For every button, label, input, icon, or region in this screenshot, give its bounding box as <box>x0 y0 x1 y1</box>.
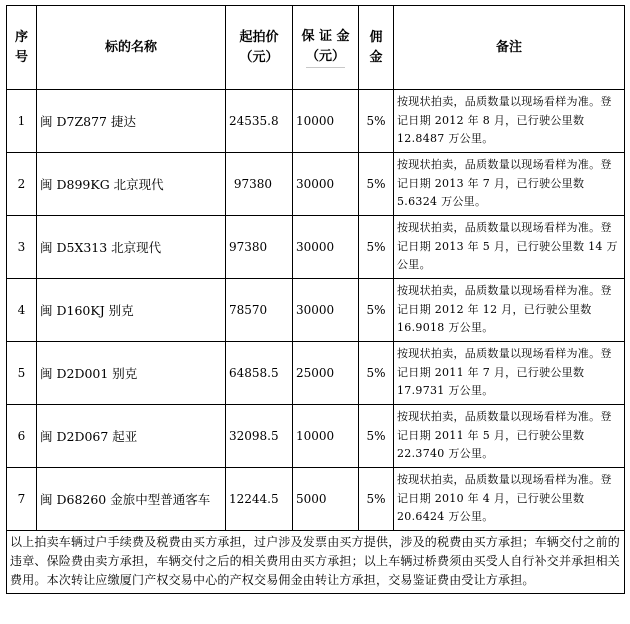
table-row <box>7 216 625 279</box>
footer-row <box>7 531 625 594</box>
cell-price: 97380 <box>226 153 293 216</box>
cell-price: 32098.5 <box>226 405 293 468</box>
footer-note: 以上拍卖车辆过户手续费及税费由买方承担，过户涉及发票由买方提供，涉及的税费由买方承担；车辆交付之前的违章、保险费由卖方承担，车辆交付之后的相关费用由买方承担；以上车辆过桥费须由买受人自行补交并承担相关费用。本次转让应缴厦门产权交易中心的产权交易佣金由转让方承担，交易鉴证费由受让方承担。 <box>7 531 625 594</box>
cell-name: 闽 D68260 金旅中型普通客车 <box>37 468 226 531</box>
header-deposit: 保 证 金 （元） <box>293 6 359 90</box>
cell-deposit: 10000 <box>293 405 359 468</box>
cell-note: 按现状拍卖，品质数量以现场看样为准。登记日期 2013 年 7 月，已行驶公里数 5.6324 万公里。 <box>394 153 625 216</box>
cell-name: 闽 D160KJ 别克 <box>37 279 226 342</box>
cell-deposit: 30000 <box>293 216 359 279</box>
cell-note: 按现状拍卖，品质数量以现场看样为准。登记日期 2013 年 5 月，已行驶公里数 14 万公里。 <box>394 216 625 279</box>
cell-seq: 6 <box>7 405 37 468</box>
table-row <box>7 405 625 468</box>
cell-commission: 5% <box>359 468 394 531</box>
cropped-text-line <box>6 614 624 624</box>
header-commission: 佣 金 <box>359 6 394 90</box>
cell-commission: 5% <box>359 216 394 279</box>
cell-deposit: 10000 <box>293 90 359 153</box>
cell-commission: 5% <box>359 153 394 216</box>
cell-deposit: 5000 <box>293 468 359 531</box>
table-row <box>7 153 625 216</box>
cell-deposit: 30000 <box>293 153 359 216</box>
header-note: 备注 <box>394 6 625 90</box>
cell-note: 按现状拍卖，品质数量以现场看样为准。登记日期 2012 年 12 月，已行驶公里数 16.9018 万公里。 <box>394 279 625 342</box>
cell-commission: 5% <box>359 405 394 468</box>
cell-name: 闽 D2D001 别克 <box>37 342 226 405</box>
cell-price: 24535.8 <box>226 90 293 153</box>
table-row <box>7 90 625 153</box>
table-row <box>7 279 625 342</box>
header-price: 起拍价 （元） <box>226 6 293 90</box>
cell-name: 闽 D899KG 北京现代 <box>37 153 226 216</box>
cell-seq: 7 <box>7 468 37 531</box>
cell-name: 闽 D2D067 起亚 <box>37 405 226 468</box>
table-row <box>7 468 625 531</box>
header-seq: 序 号 <box>7 6 37 90</box>
cell-deposit: 30000 <box>293 279 359 342</box>
cell-commission: 5% <box>359 279 394 342</box>
cell-note: 按现状拍卖，品质数量以现场看样为准。登记日期 2011 年 7 月，已行驶公里数 17.9731 万公里。 <box>394 342 625 405</box>
cell-note: 按现状拍卖，品质数量以现场看样为准。登记日期 2010 年 4 月，已行驶公里数 20.6424 万公里。 <box>394 468 625 531</box>
cell-price: 78570 <box>226 279 293 342</box>
cell-commission: 5% <box>359 90 394 153</box>
cell-seq: 4 <box>7 279 37 342</box>
cell-price: 64858.5 <box>226 342 293 405</box>
cell-seq: 3 <box>7 216 37 279</box>
cell-name: 闽 D7Z877 捷达 <box>37 90 226 153</box>
cell-name: 闽 D5X313 北京现代 <box>37 216 226 279</box>
cell-seq: 5 <box>7 342 37 405</box>
cell-seq: 1 <box>7 90 37 153</box>
cell-note: 按现状拍卖，品质数量以现场看样为准。登记日期 2012 年 8 月，已行驶公里数 12.8487 万公里。 <box>394 90 625 153</box>
table-header-row <box>7 6 625 90</box>
auction-table <box>6 5 625 594</box>
cell-deposit: 25000 <box>293 342 359 405</box>
cell-price: 12244.5 <box>226 468 293 531</box>
cell-note: 按现状拍卖，品质数量以现场看样为准。登记日期 2011 年 5 月，已行驶公里数 22.3740 万公里。 <box>394 405 625 468</box>
cell-commission: 5% <box>359 342 394 405</box>
table-row <box>7 342 625 405</box>
header-name: 标的名称 <box>37 6 226 90</box>
cell-seq: 2 <box>7 153 37 216</box>
cell-price: 97380 <box>226 216 293 279</box>
